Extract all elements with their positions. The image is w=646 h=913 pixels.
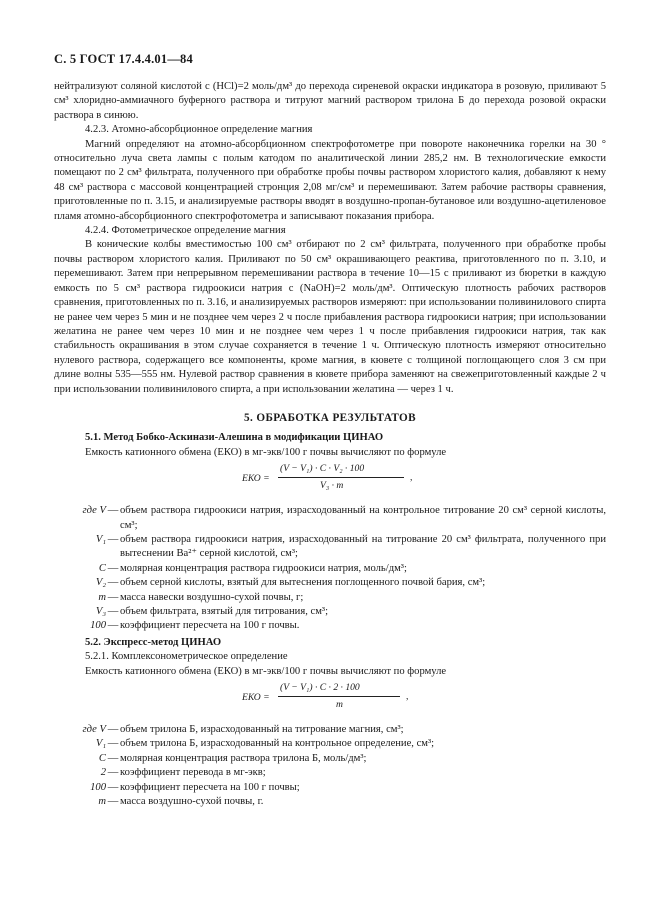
definition-dash: — bbox=[107, 591, 119, 603]
definition-symbol: V₁ bbox=[95, 738, 106, 750]
definition-dash: — bbox=[107, 620, 119, 632]
definition-text: коэффициент пересчета на 100 г почвы. bbox=[120, 620, 300, 632]
definition-symbol: где V bbox=[82, 724, 106, 736]
definition-dash: — bbox=[107, 533, 119, 545]
definition-item bbox=[54, 752, 606, 766]
subsection-5-1-title: 5.1. Метод Бобко-Аскинази-Алешина в модификации ЦИНАО bbox=[85, 432, 384, 444]
document-body bbox=[54, 80, 606, 809]
subsection-5-2-title: 5.2. Экспресс-метод ЦИНАО bbox=[85, 636, 222, 648]
definition-symbol: V₃ bbox=[95, 606, 106, 617]
definition-symbol: 100 bbox=[90, 781, 106, 793]
paragraph-formula-intro-1: Емкость катионного обмена (ЕКО) в мг-экв/100 г почвы вычисляют по формуле bbox=[85, 446, 447, 458]
formula-2-lhs: ЕКО = bbox=[242, 692, 270, 704]
page-header: С. 5 ГОСТ 17.4.4.01—84 bbox=[54, 52, 193, 66]
definition-text: объем серной кислоты, взятый для вытеснения поглощенного почвой бария, см³; bbox=[120, 577, 486, 589]
formula-1-denominator: V₃ · m bbox=[320, 480, 344, 492]
definitions-list-1 bbox=[54, 504, 606, 634]
formula-2-denominator: m bbox=[336, 699, 343, 711]
formula-eko-1 bbox=[54, 462, 606, 500]
definition-dash: — bbox=[107, 724, 119, 736]
definition-dash: — bbox=[107, 577, 119, 589]
formula-1-comma: , bbox=[410, 472, 413, 484]
definition-item bbox=[54, 576, 606, 590]
formula-2-comma: , bbox=[406, 691, 409, 703]
definition-text: коэффициент пересчета на 100 г почвы; bbox=[120, 781, 300, 793]
definition-text: объем раствора гидроокиси натрия, израсходованный на контрольное титрование 20 см³ серной кислоты, см³; bbox=[120, 505, 606, 531]
section-5-title: 5. ОБРАБОТКА РЕЗУЛЬТАТОВ bbox=[244, 411, 416, 424]
formula-1-fraction-bar bbox=[278, 477, 404, 478]
definition-item bbox=[54, 504, 606, 533]
definition-text: объем фильтрата, взятый для титрования, см³; bbox=[120, 606, 329, 617]
definition-dash: — bbox=[107, 738, 119, 750]
definition-text: молярная концентрация раствора гидроокиси натрия, моль/дм³; bbox=[120, 562, 407, 574]
subsection-4-2-4-title: 4.2.4. Фотометрическое определение магния bbox=[85, 225, 286, 237]
formula-eko-2 bbox=[54, 681, 606, 719]
definition-text: объем раствора гидроокиси натрия, израсходованный на титрование 20 см³ фильтрата, полученного при вытеснении Ba²⁺ серной кислотой, см³; bbox=[120, 533, 606, 560]
definition-symbol: 100 bbox=[90, 620, 106, 632]
definition-symbol: 2 bbox=[100, 767, 106, 779]
definition-item bbox=[54, 591, 606, 605]
definition-item bbox=[54, 605, 606, 619]
definition-item bbox=[54, 766, 606, 780]
definition-item bbox=[54, 533, 606, 562]
definition-item bbox=[54, 723, 606, 737]
subsection-5-2-1-title: 5.2.1. Комплексонометрическое определение bbox=[85, 651, 288, 663]
definitions-list-2 bbox=[54, 723, 606, 809]
definition-symbol: m bbox=[98, 796, 106, 808]
definition-dash: — bbox=[107, 505, 119, 517]
definition-symbol: V₁ bbox=[95, 533, 106, 545]
definition-item bbox=[54, 795, 606, 809]
definition-item bbox=[54, 619, 606, 633]
definition-dash: — bbox=[107, 767, 119, 779]
definition-dash: — bbox=[107, 796, 119, 808]
formula-1-numerator: (V − V₁) · C · V₂ · 100 bbox=[280, 463, 365, 475]
definition-item bbox=[54, 562, 606, 576]
definition-symbol: где V bbox=[82, 505, 106, 517]
paragraph-photometric: В конические колбы вместимостью 100 см³ отбирают по 2 см³ фильтрата, полученного при обработке пробы почвы раствором хлористого калия. Приливают по 50 см³ окрашивающего реактива, приготовленного по п. 3.10, и перемешивают. Затем при непрерывном перемешивании раствора в течение 10—15 с приливают из бюретки в каждую емкость по 5 см³ раствора гидроокиси натрия c (NaOH)=2 моль/дм³. Оптическую плотность рабочих растворов сравнения, приготовленных по п. 3.16, и анализируемых растворов измеряют: при использовании поливинилового спирта не ранее чем через 5 мин и не позднее чем через 2 ч после прибавления раствора гидроокиси натрия; при использовании желатина не ранее чем через 10 мин и не позднее чем через 1 ч после прибавления гидроокиси натрия, так как стабильность окрашивания в этом случае сохраняется в течение 1 ч. Оптическую плотность измеряют относительно нулевого раствора, содержащего все компоненты, кроме магния, в кювете с толщиной поглощающего слоя 3 см при длине волны 535—555 нм. Нулевой раствор сравнения в кювете прибора заменяют на свежеприготовленный каждые 2 ч при использовании поливинилового спирта, а при использовании желатина — через 1 ч. bbox=[54, 239, 606, 395]
definition-text: объем трилона Б, израсходованный на титрование магния, см³; bbox=[120, 724, 404, 736]
definition-text: молярная концентрация раствора трилона Б, моль/дм³; bbox=[120, 752, 367, 764]
formula-2-numerator: (V − V₁) · C · 2 · 100 bbox=[280, 682, 360, 694]
definition-symbol: V₂ bbox=[95, 577, 106, 589]
formula-2-fraction-bar bbox=[278, 696, 400, 697]
definition-dash: — bbox=[107, 752, 119, 764]
definition-text: коэффициент перевода в мг-экв; bbox=[120, 767, 266, 779]
paragraph-neutralization: нейтрализуют соляной кислотой c (HCl)=2 моль/дм³ до перехода сиреневой окраски индикатора в розовую, приливают 5 см³ хлоридно-аммиачного буферного раствора и титруют магний раствором трилона Б до перехода розовой окраски раствора в синюю. bbox=[54, 81, 606, 121]
subsection-4-2-3-title: 4.2.3. Атомно-абсорбционное определение магния bbox=[85, 124, 313, 136]
definition-symbol: C bbox=[98, 752, 106, 764]
formula-1-lhs: ЕКО = bbox=[242, 473, 270, 485]
definition-text: объем трилона Б, израсходованный на контрольное определение, см³; bbox=[120, 738, 435, 750]
definition-dash: — bbox=[107, 781, 119, 793]
paragraph-atomic-absorption: Магний определяют на атомно-абсорбционном спектрофотометре при повороте наконечника горелки на 30 ° относительно луча света лампы с полым катодом по аналитической линии 285,2 нм. В технологические емкости помещают по 2 см³ фильтрата, полученного при обработке пробы почвы раствором хлористого калия, добавляют к нему 48 см³ раствора с массовой концентрацией стронция 2,08 мг/см³ и перемешивают. Затем рабочие растворы сравнения, приготовленные по п. 3.15, и анализируемые растворы вводят в воздушно-пропан-бутановое или воздушно-ацетиленовое пламя атомно-абсорбционного спектрофотометра и записывают показания прибора. bbox=[54, 138, 606, 222]
definition-item bbox=[54, 781, 606, 795]
definition-dash: — bbox=[107, 606, 119, 617]
definition-item bbox=[54, 737, 606, 751]
definition-dash: — bbox=[107, 562, 119, 574]
definition-text: масса воздушно-сухой почвы, г. bbox=[120, 796, 264, 808]
definition-text: масса навески воздушно-сухой почвы, г; bbox=[120, 591, 304, 603]
paragraph-formula-intro-2: Емкость катионного обмена (ЕКО) в мг-экв/100 г почвы вычисляют по формуле bbox=[85, 665, 447, 677]
definition-symbol: C bbox=[98, 562, 106, 574]
definition-symbol: m bbox=[98, 591, 106, 603]
